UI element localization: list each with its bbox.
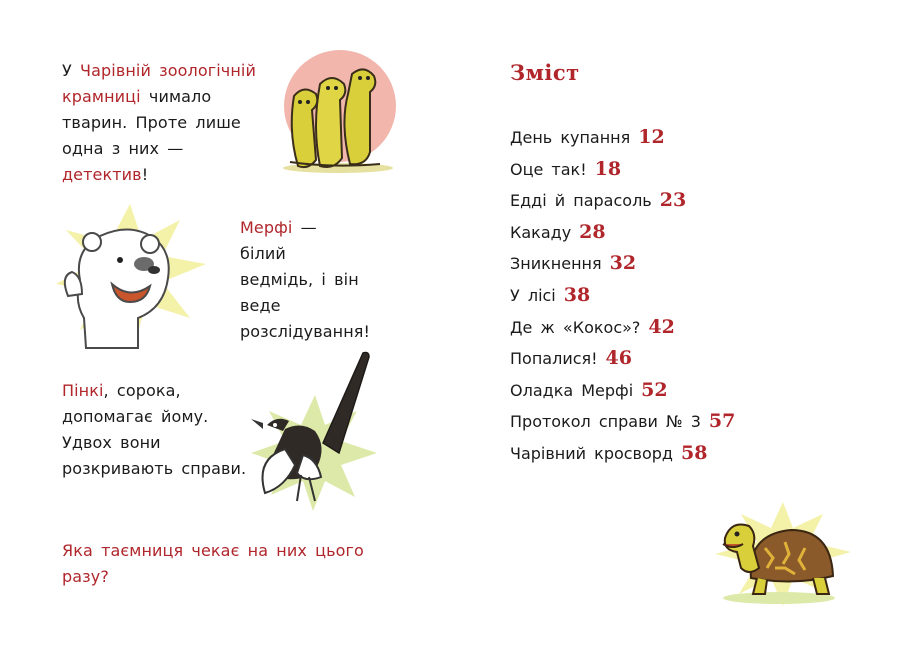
- magpie-illustration: [245, 345, 390, 515]
- intro-text-3: !: [141, 165, 149, 184]
- toc-item-page: 46: [605, 347, 632, 370]
- toc-item-label: Оладка Мерфі: [510, 380, 634, 400]
- pinky-paragraph: [62, 378, 252, 482]
- toc-item-label: Едді й парасоль: [510, 191, 652, 211]
- pinky-name: Пінкі: [62, 381, 104, 400]
- tortoise-illustration: [705, 498, 855, 610]
- intro-paragraph: [62, 58, 267, 188]
- intro-text-2: чимало тварин. Проте лише одна з них —: [62, 87, 241, 158]
- toc-item-page: 58: [681, 441, 708, 464]
- toc-item[interactable]: [510, 187, 735, 219]
- murphy-paragraph: [240, 215, 371, 345]
- toc-item[interactable]: [510, 408, 735, 440]
- toc-item-label: Зникнення: [510, 254, 602, 274]
- closing-question: Яка таємниця чекає на них цього разу?: [62, 541, 364, 586]
- meerkats-illustration: [280, 44, 400, 174]
- toc-item-page: 38: [563, 283, 591, 306]
- toc-item-label: Де ж «Кокос»?: [510, 317, 641, 337]
- toc-item[interactable]: [510, 314, 735, 346]
- toc-item[interactable]: [510, 250, 735, 282]
- toc-item-page: 57: [708, 410, 736, 433]
- toc-item[interactable]: [510, 156, 735, 188]
- toc-item[interactable]: [510, 440, 735, 472]
- toc-item[interactable]: [510, 377, 735, 409]
- murphy-name: Мерфі: [240, 218, 293, 237]
- toc-item-label: Протокол справи № 3: [510, 412, 701, 432]
- polar-bear-illustration: [50, 200, 210, 350]
- toc-item-label: Попалися!: [510, 349, 598, 369]
- toc-item-label: Какаду: [510, 222, 572, 242]
- toc-item[interactable]: [510, 219, 735, 251]
- toc-item-label: У лісі: [510, 285, 556, 305]
- toc-item-page: 12: [638, 126, 665, 148]
- toc-item[interactable]: [510, 345, 735, 377]
- toc-title: Зміст: [510, 60, 580, 85]
- toc-item-page: 52: [641, 378, 668, 401]
- toc-item-page: 28: [579, 220, 606, 243]
- table-of-contents: [510, 124, 735, 472]
- pinky-text: , сорока, допомагає йому. Удвох вони розкривають справи.: [62, 381, 247, 478]
- toc-item-page: 42: [648, 315, 675, 338]
- toc-item-page: 32: [609, 252, 637, 275]
- toc-item[interactable]: [510, 282, 735, 314]
- toc-item-label: Оце так!: [510, 159, 587, 179]
- toc-item-page: 23: [659, 189, 687, 212]
- murphy-text: — білий ведмідь, і він веде розслідування!: [240, 218, 371, 341]
- toc-item-page: 18: [594, 157, 622, 180]
- detective-word: детектив: [62, 165, 142, 184]
- shop-name: Чарівній зоологічній крамниці: [62, 61, 256, 106]
- toc-item[interactable]: [510, 124, 735, 156]
- intro-text-1: У: [62, 61, 81, 80]
- toc-item-label: Чарівний кросворд: [510, 443, 673, 463]
- toc-item-label: День купання: [510, 128, 631, 147]
